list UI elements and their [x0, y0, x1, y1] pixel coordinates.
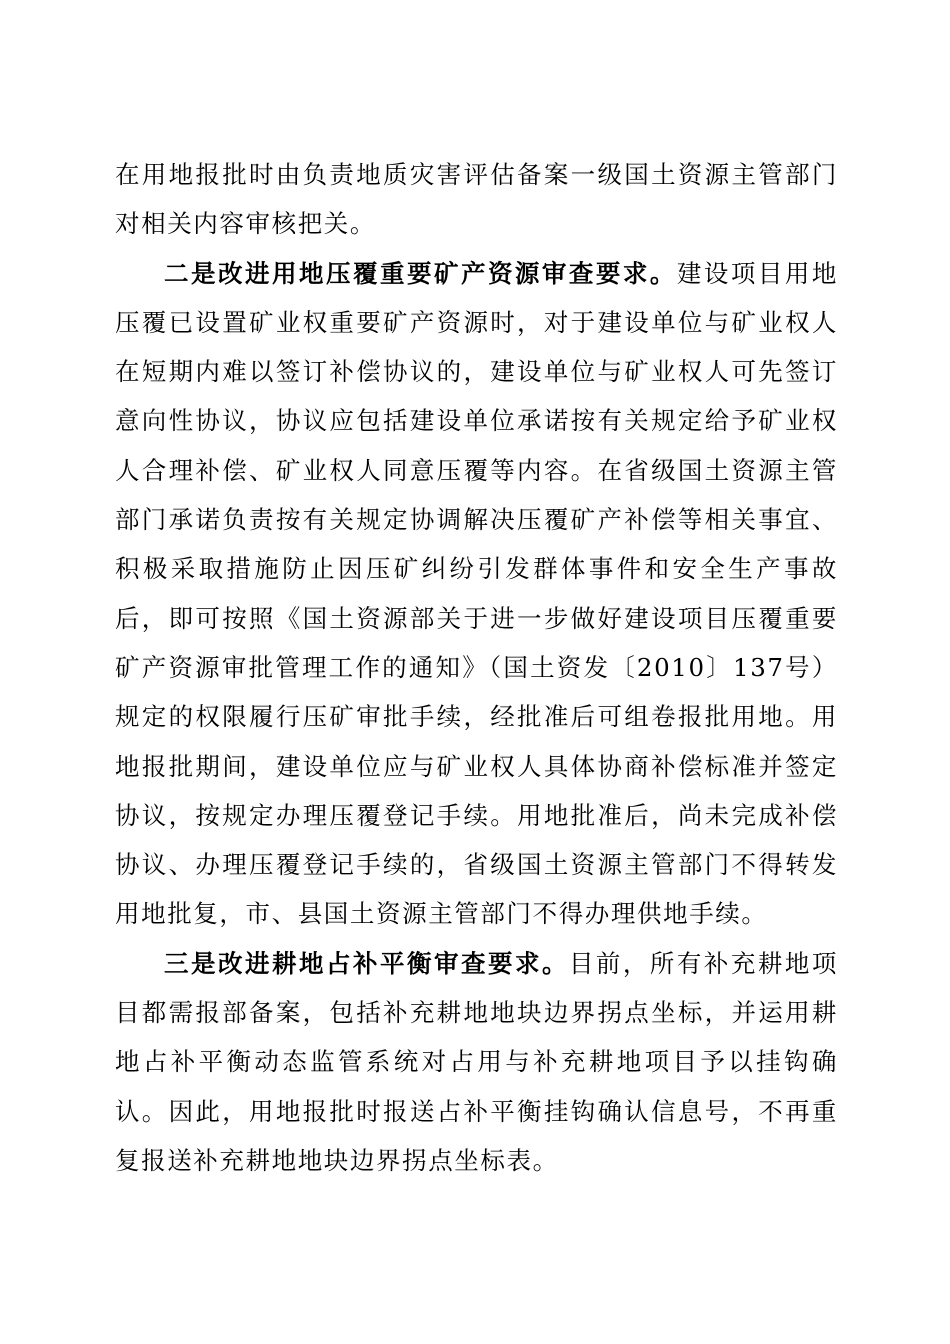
paragraph-heading: 三是改进耕地占补平衡审查要求。 — [164, 948, 569, 978]
paragraph-farmland-balance — [115, 939, 838, 1185]
paragraph-heading: 二是改进用地压覆重要矿产资源审查要求。 — [164, 258, 677, 288]
document-page — [115, 150, 838, 1185]
paragraph-mineral-resources — [115, 249, 838, 939]
paragraph-text: 在用地报批时由负责地质灾害评估备案一级国土资源主管部门对相关内容审核把关。 — [115, 160, 838, 239]
paragraph-continuation — [115, 150, 838, 249]
paragraph-text: 目前，所有补充耕地项目都需报部备案，包括补充耕地地块边界拐点坐标，并运用耕地占补平衡动态监管系统对占用与补充耕地项目予以挂钩确认。因此，用地报批时报送占补平衡挂钩确认信息号，不再重复报送补充耕地地块边界拐点坐标表。 — [115, 948, 838, 1175]
paragraph-text: 建设项目用地压覆已设置矿业权重要矿产资源时，对于建设单位与矿业权人在短期内难以签订补偿协议的，建设单位与矿业权人可先签订意向性协议，协议应包括建设单位承诺按有关规定给予矿业权人合理补偿、矿业权人同意压覆等内容。在省级国土资源主管部门承诺负责按有关规定协调解决压覆矿产补偿等相关事宜、积极采取措施防止因压矿纠纷引发群体事件和安全生产事故后，即可按照《国土资源部关于进一步做好建设项目压覆重要矿产资源审批管理工作的通知》（国土资发〔2010〕137号）规定的权限履行压矿审批手续，经批准后可组卷报批用地。用地报批期间，建设单位应与矿业权人具体协商补偿标准并签定协议，按规定办理压覆登记手续。用地批准后，尚未完成补偿协议、办理压覆登记手续的，省级国土资源主管部门不得转发用地批复，市、县国土资源主管部门不得办理供地手续。 — [115, 258, 838, 929]
